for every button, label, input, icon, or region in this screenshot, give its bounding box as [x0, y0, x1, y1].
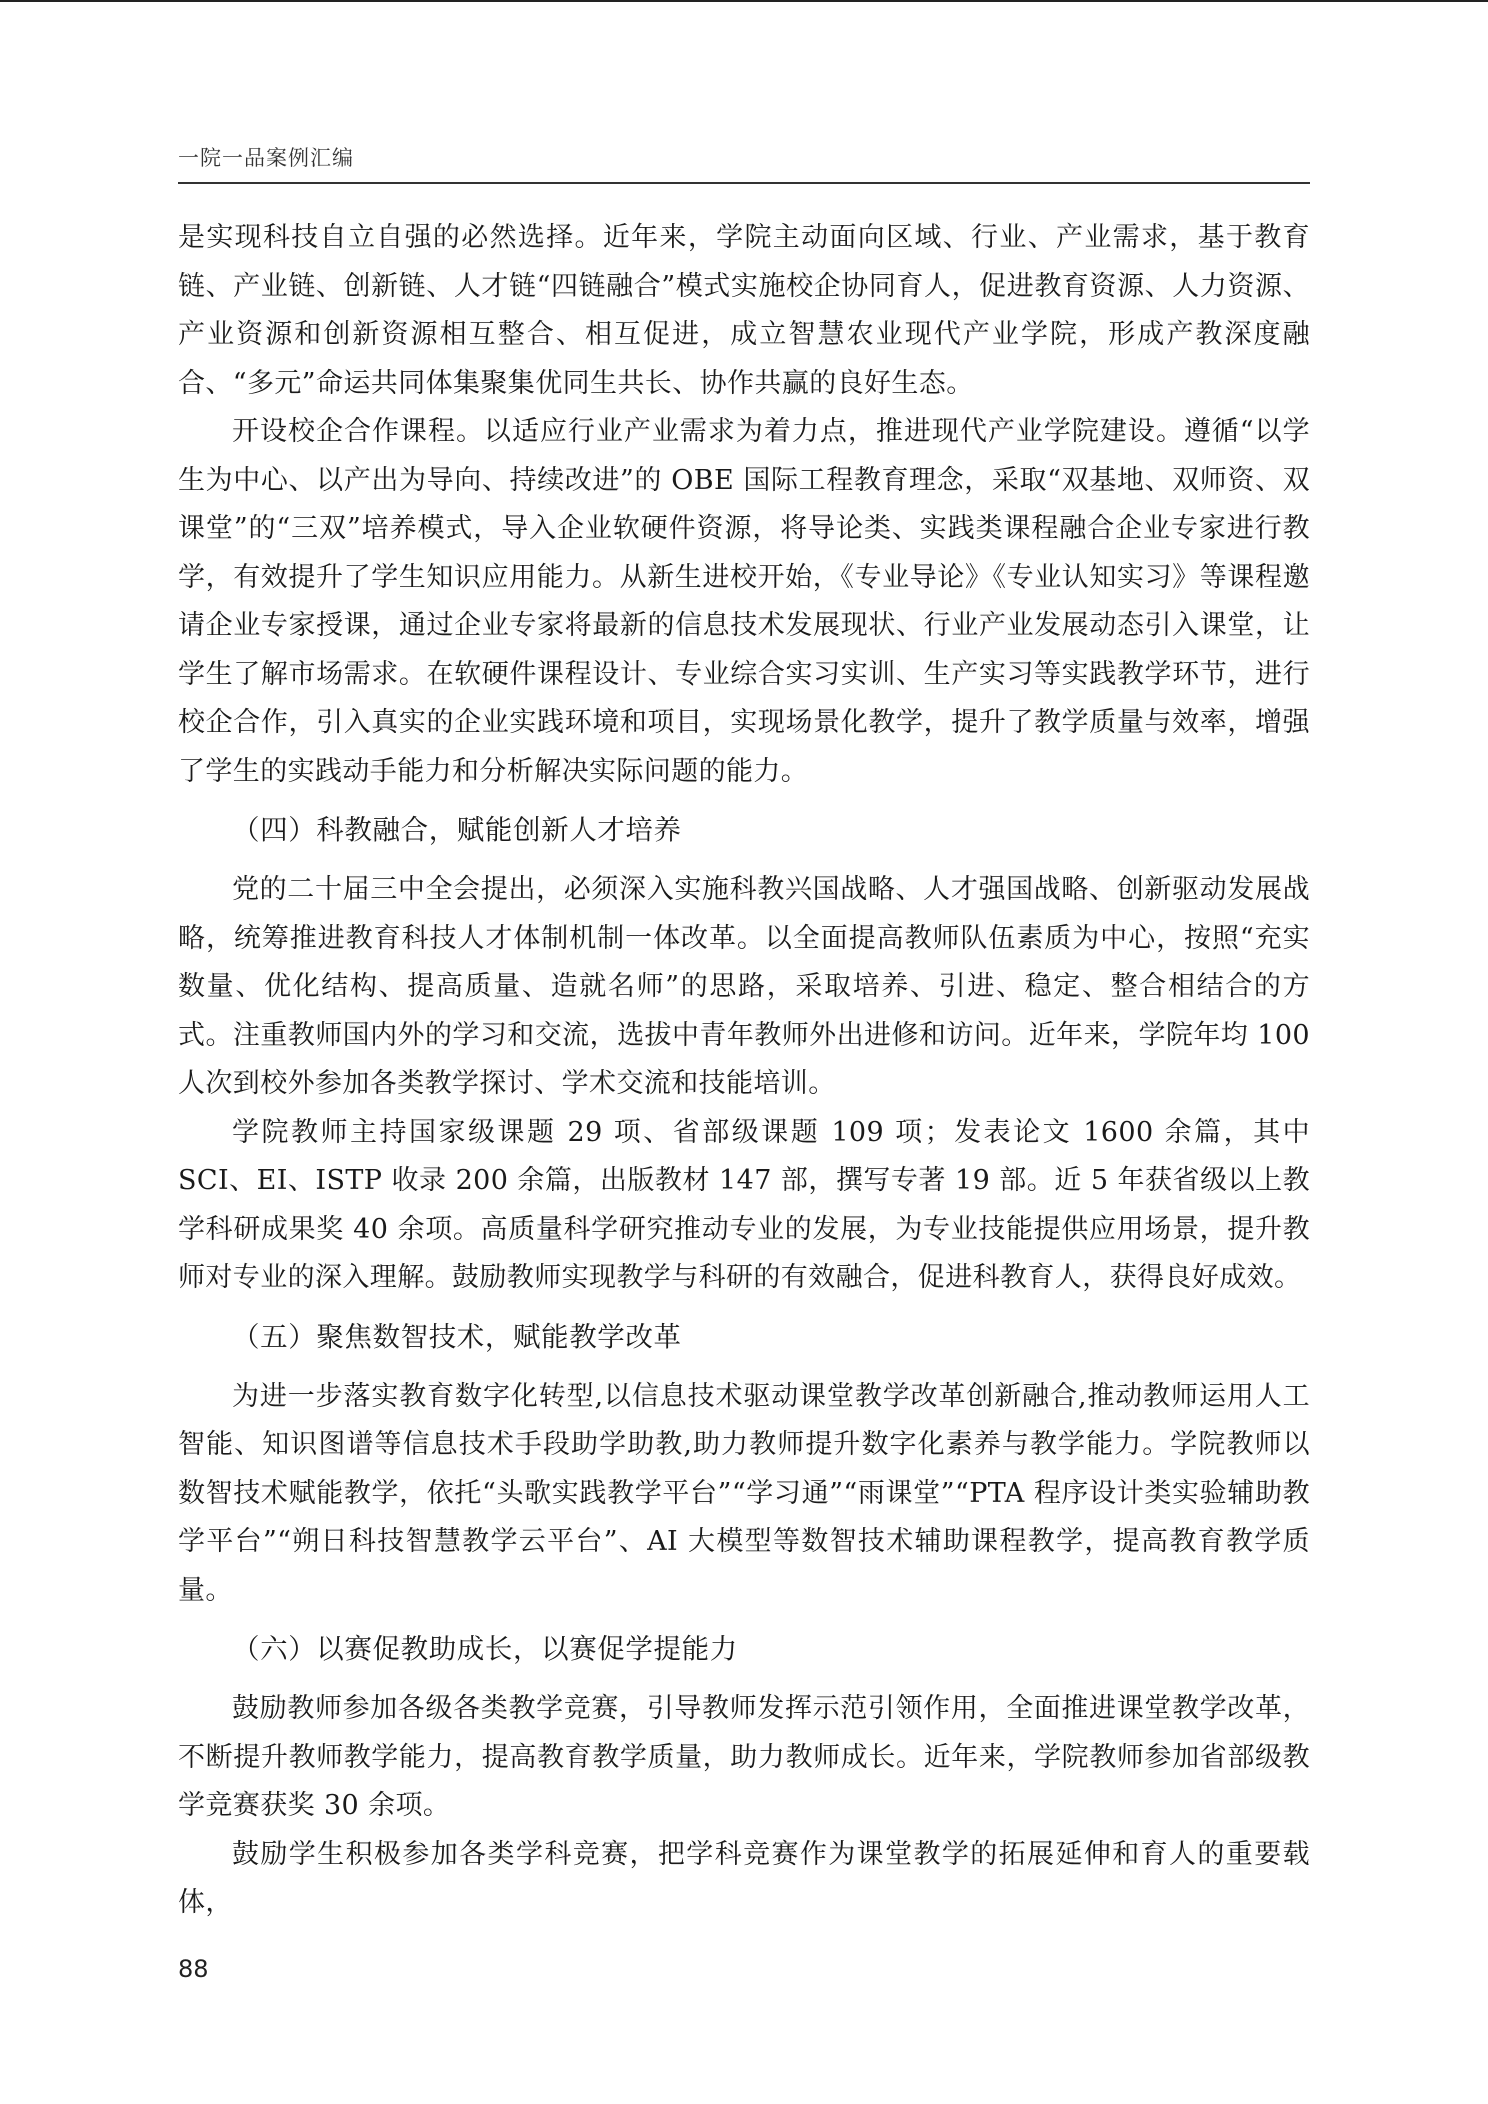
- section-heading: （五）聚焦数智技术，赋能教学改革: [232, 1320, 682, 1353]
- main-content: [178, 214, 1310, 1928]
- page-number: 88: [178, 1955, 209, 1983]
- section-heading: （六）以赛促教助成长，以赛促学提能力: [232, 1633, 738, 1665]
- paragraph: 鼓励教师参加各级各类教学竞赛，引导教师发挥示范引领作用，全面推进课堂教学改革，不断提升教师教学能力，提高教育教学质量，助力教师成长。近年来，学院教师参加省部级教学竞赛获奖 30 余项。: [178, 1693, 1310, 1821]
- paragraph: 党的二十届三中全会提出，必须深入实施科教兴国战略、人才强国战略、创新驱动发展战略，统筹推进教育科技人才体制机制一体改革。以全面提高教师队伍素质为中心，按照“充实数量、优化结构、提高质量、造就名师”的思路，采取培养、引进、稳定、整合相结合的方式。注重教师国内外的学习和交流，选拔中青年教师外出进修和访问。近年来，学院年均 100 人次到校外参加各类教学探讨、学术交流和技能培训。: [178, 874, 1310, 1099]
- page-top-border: [0, 0, 1488, 2]
- paragraph: 是实现科技自立自强的必然选择。近年来，学院主动面向区域、行业、产业需求，基于教育链、产业链、创新链、人才链“四链融合”模式实施校企协同育人，促进教育资源、人力资源、产业资源和创新资源相互整合、相互促进，成立智慧农业现代产业学院，形成产教深度融合、“多元”命运共同体集聚集优同生共长、协作共赢的良好生态。: [178, 222, 1310, 399]
- paragraph: 为进一步落实教育数字化转型,以信息技术驱动课堂教学改革创新融合,推动教师运用人工智能、知识图谱等信息技术手段助学助教,助力教师提升数字化素养与教学能力。学院教师以数智技术赋能教学，依托“头歌实践教学平台”“学习通”“雨课堂”“PTA 程序设计类实验辅助教学平台”“朔日科技智慧教学云平台”、AI 大模型等数智技术辅助课程教学，提高教育教学质量。: [178, 1380, 1310, 1606]
- running-header: 一院一品案例汇编: [178, 142, 1310, 184]
- paragraph: 鼓励学生积极参加各类学科竞赛，把学科竞赛作为课堂教学的拓展延伸和育人的重要载体，: [178, 1838, 1310, 1918]
- paragraph: 开设校企合作课程。以适应行业产业需求为着力点，推进现代产业学院建设。遵循“以学生为中心、以产出为导向、持续改进”的 OBE 国际工程教育理念，采取“双基地、双师资、双课堂”的“三双”培养模式，导入企业软硬件资源，将导论类、实践类课程融合企业专家进行教学，有效提升了学生知识应用能力。从新生进校开始，《专业导论》《专业认知实习》等课程邀请企业专家授课，通过企业专家将最新的信息技术发展现状、行业产业发展动态引入课堂，让学生了解市场需求。在软硬件课程设计、专业综合实习实训、生产实习等实践教学环节，进行校企合作，引入真实的企业实践环境和项目，实现场景化教学，提升了教学质量与效率，增强了学生的实践动手能力和分析解决实际问题的能力。: [178, 416, 1310, 787]
- paragraph: 学院教师主持国家级课题 29 项、省部级课题 109 项；发表论文 1600 余篇，其中 SCI、EI、ISTP 收录 200 余篇，出版教材 147 部，撰写专著 19 部。近 5 年获省级以上教学科研成果奖 40 余项。高质量科学研究推动专业的发展，为专业技能提供应用场景，提升教师对专业的深入理解。鼓励教师实现教学与科研的有效融合，促进科教育人，获得良好成效。: [178, 1116, 1310, 1293]
- section-heading: （四）科教融合，赋能创新人才培养: [232, 814, 682, 846]
